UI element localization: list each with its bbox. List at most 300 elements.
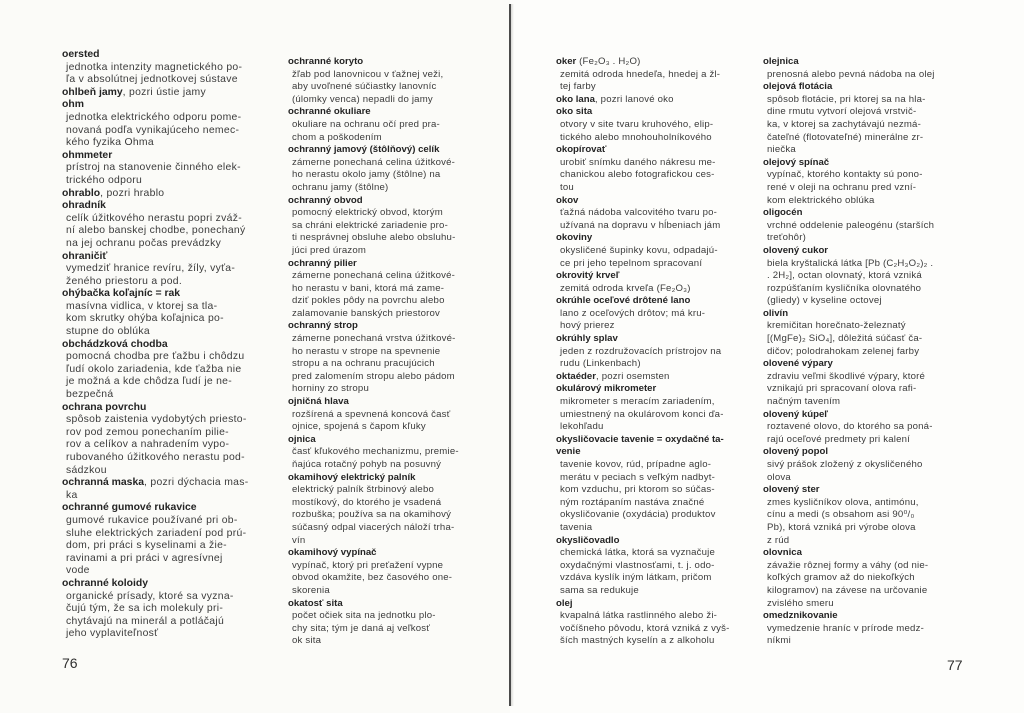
headword: oko lana xyxy=(556,93,595,105)
definition-line xyxy=(763,572,935,585)
definition-text: lekohľadu xyxy=(560,421,604,433)
entry-line xyxy=(288,56,459,69)
definition-line xyxy=(62,125,248,138)
definition-line xyxy=(556,169,730,182)
definition-line xyxy=(556,157,730,170)
entry-line xyxy=(763,308,935,321)
definition-text: olova xyxy=(767,471,791,483)
page-number-right: 77 xyxy=(947,657,963,673)
entry-line xyxy=(556,371,730,384)
entry-line xyxy=(288,195,459,208)
entry-line xyxy=(556,144,730,157)
definition-line xyxy=(763,371,935,384)
definition-line xyxy=(288,94,459,107)
headword: ochranné koryto xyxy=(288,56,364,67)
definition-text: kremičitan horečnato-železnatý xyxy=(767,320,906,332)
headword: okrovitý krveľ xyxy=(556,270,620,282)
definition-text: tavenia xyxy=(560,521,593,533)
definition-line xyxy=(763,182,935,195)
definition-text: bezpečná xyxy=(66,389,114,401)
definition-line xyxy=(288,182,459,195)
entry-note: , pozri lanové oko xyxy=(594,93,674,105)
definition-line xyxy=(288,509,459,522)
definition-line xyxy=(288,157,459,170)
definition-text: [(MgFe)₂ SiO₄], dôležitá súčasť ča- xyxy=(767,333,923,345)
definition-text: časť kľukového mechanizmu, premie- xyxy=(292,446,459,458)
definition-text: lano z oceľových drôtov; má kru- xyxy=(560,307,706,319)
headword: olovené výpary xyxy=(763,358,833,370)
definition-line xyxy=(763,119,935,132)
definition-line xyxy=(62,364,248,377)
headword: ochrana povrchu xyxy=(62,401,147,413)
definition-line xyxy=(556,522,730,535)
headword: ohrablo xyxy=(62,187,101,199)
definition-line xyxy=(763,195,935,208)
definition-text: organické prísady, ktoré sa vyzna- xyxy=(66,590,234,602)
definition-text: prístroj na stanovenie činného elek- xyxy=(66,162,241,174)
definition-line xyxy=(62,616,248,629)
definition-text: vznikajú pri spracovaní olova rafi- xyxy=(767,383,917,395)
definition-line xyxy=(288,220,459,233)
entry-line xyxy=(62,99,248,112)
definition-text: ravinami a pri práci v agresívnej xyxy=(66,552,223,564)
definition-line xyxy=(556,81,730,94)
headword: okov xyxy=(556,194,579,206)
definition-line xyxy=(763,459,935,472)
entry-note: , pozri dýchacia mas- xyxy=(144,477,249,489)
definition-text: pomocná chodba pre ťažbu i chôdzu xyxy=(66,351,245,363)
definition-text: koľkých gramov až do niekoľkých xyxy=(767,572,915,584)
definition-text: elektrický palník štrbinový alebo xyxy=(292,484,435,496)
definition-text: ho nerastu v strope na spevnenie xyxy=(292,345,441,357)
definition-text: ným roztápaním nastáva značné xyxy=(560,496,705,508)
definition-text: sa chráni elektrické zariadenie pro- xyxy=(292,219,448,231)
definition-text: chy sita; tým je daná aj veľkosť xyxy=(292,622,431,634)
definition-text: mikrometer s meracím zariadením, xyxy=(560,396,715,408)
definition-text: kého fyzika Ohma xyxy=(66,137,154,149)
definition-text: zdraviu veľmi škodlivé výpary, ktoré xyxy=(767,370,926,382)
definition-line xyxy=(62,427,248,440)
definition-text: kvapalná látka rastlinného alebo ži- xyxy=(560,610,718,622)
headword: ohlbeň jamy xyxy=(62,86,123,98)
headword: oligocén xyxy=(763,207,803,219)
entry-line xyxy=(763,484,935,497)
definition-line xyxy=(763,497,935,510)
definition-text: (úlomky venca) nepadli do jamy xyxy=(292,93,433,105)
definition-line xyxy=(62,225,248,238)
definition-text: dziť pokles pôdy na povrchu alebo xyxy=(292,295,445,307)
definition-line xyxy=(556,69,730,82)
definition-line xyxy=(763,169,935,182)
definition-text: ťažná nádoba valcovitého tvaru po- xyxy=(560,207,718,219)
definition-text: dičov; polodrahokam zelenej farby xyxy=(767,345,920,357)
entry-line xyxy=(556,295,730,308)
entry-line xyxy=(62,288,248,301)
definition-line xyxy=(288,69,459,82)
definition-text: chom a poškodením xyxy=(292,131,382,143)
definition-text: tej farby xyxy=(560,81,596,93)
headword: ojničná hlava xyxy=(288,396,349,408)
definition-text: biela kryštalická látka [Pb (C₂H₃O₂)₂ . xyxy=(767,257,934,269)
definition-text: rozbuška; používa sa na okamihový xyxy=(292,509,452,521)
definition-text: žľab pod lanovnicou v ťažnej veži, xyxy=(292,68,444,80)
definition-line xyxy=(763,333,935,346)
definition-text: pomocný elektrický obvod, ktorým xyxy=(292,207,443,219)
entry-line xyxy=(556,383,730,396)
definition-line xyxy=(763,220,935,233)
definition-text: jeho vyplaviteľnosť xyxy=(66,628,159,640)
definition-text: zámerne ponechaná celina úžitkové- xyxy=(292,270,456,282)
headword: ochranná maska xyxy=(62,477,145,489)
definition-text: treťohôr) xyxy=(767,232,806,244)
definition-line xyxy=(556,497,730,510)
definition-text: sivý prášok zložený z okysličeného xyxy=(767,459,923,470)
definition-text: prenosná alebo pevná nádoba na olej xyxy=(767,68,935,80)
definition-line xyxy=(288,497,459,510)
headword: olejová flotácia xyxy=(763,81,833,93)
definition-line xyxy=(62,515,248,528)
headword: ochranný strop xyxy=(288,320,358,332)
definition-text: . 2H₂], octan olovnatý, ktorá vzniká xyxy=(767,270,922,282)
definition-line xyxy=(288,169,459,182)
definition-line xyxy=(62,452,248,465)
definition-text: vypínač, ktorý pri preťažení vypne xyxy=(292,559,444,571)
definition-line xyxy=(763,434,935,447)
headword: olej xyxy=(556,597,573,609)
entry-line xyxy=(763,207,935,220)
definition-text: vrchné oddelenie paleogénu (starších xyxy=(767,219,935,231)
definition-line xyxy=(288,81,459,94)
definition-line xyxy=(288,535,459,548)
entry-line xyxy=(763,245,935,258)
definition-line xyxy=(62,540,248,553)
definition-line xyxy=(763,144,935,157)
entry-line xyxy=(556,56,730,69)
definition-line xyxy=(62,313,248,326)
headword: ochranný pilier xyxy=(288,257,357,269)
entry-line xyxy=(62,87,248,100)
definition-line xyxy=(288,635,459,648)
entry-line xyxy=(62,477,248,490)
definition-text: jednotka elektrického odporu pome- xyxy=(66,111,242,123)
entry-line xyxy=(763,56,935,69)
headword: olovený cukor xyxy=(763,244,829,256)
entry-line xyxy=(62,200,248,213)
entry-line xyxy=(62,502,248,515)
definition-text: ka xyxy=(66,489,78,501)
definition-line xyxy=(288,459,459,472)
entry-line xyxy=(556,446,730,459)
definition-text: oxydačnými vlastnosťami, t. j. odo- xyxy=(560,559,715,571)
headword: oktaéder xyxy=(556,370,596,382)
definition-line xyxy=(763,258,935,271)
definition-line xyxy=(62,276,248,289)
definition-line xyxy=(556,484,730,497)
definition-text: rov pod zemou ponechaním pilie- xyxy=(66,426,229,438)
definition-text: merátu v peciach s veľkým nadbyt- xyxy=(560,471,715,483)
definition-line xyxy=(62,112,248,125)
entry-line xyxy=(288,472,459,485)
definition-text: vode xyxy=(66,565,90,577)
entry-line xyxy=(556,434,730,447)
dictionary-column-3 xyxy=(556,56,730,648)
definition-text: jednotka intenzity magnetického po- xyxy=(66,61,243,73)
definition-text: sama sa redukuje xyxy=(560,584,639,596)
entry-line xyxy=(288,434,459,447)
headword: olovený popol xyxy=(763,446,829,458)
headword: okamihový vypínač xyxy=(288,547,377,559)
entry-line xyxy=(288,396,459,409)
entry-line xyxy=(763,446,935,459)
entry-line xyxy=(556,270,730,283)
definition-line xyxy=(556,207,730,220)
definition-line xyxy=(288,623,459,636)
definition-line xyxy=(556,421,730,434)
entry-line xyxy=(288,258,459,271)
left-page xyxy=(0,0,510,713)
definition-line xyxy=(556,509,730,522)
definition-line xyxy=(556,245,730,258)
definition-line xyxy=(62,263,248,276)
definition-text: vočíšneho pôvodu, ktorá vzniká z vyš- xyxy=(560,622,730,634)
definition-line xyxy=(62,137,248,150)
definition-text: ní alebo banskej chodbe, ponechaný xyxy=(66,225,246,237)
entry-line xyxy=(763,358,935,371)
definition-text: pred zalomením stropu alebo pádom xyxy=(292,370,455,382)
entry-line xyxy=(62,49,248,62)
dictionary-column-4 xyxy=(763,56,935,648)
definition-text: ka, v ktorej sa zachytávajú nezmá- xyxy=(767,118,921,130)
definition-text: masívna vidlica, v ktorej sa tla- xyxy=(66,300,218,312)
definition-text: tou xyxy=(560,181,574,193)
definition-line xyxy=(62,213,248,226)
definition-text: vymedzenie hraníc v prírode medz- xyxy=(767,622,924,634)
definition-text: vzdáva kyslík iným látkam, pričom xyxy=(560,572,712,584)
definition-line xyxy=(763,270,935,283)
definition-line xyxy=(62,439,248,452)
headword: olivín xyxy=(763,307,789,319)
definition-line xyxy=(556,635,730,648)
entry-line xyxy=(62,188,248,201)
definition-text: umiestnený na okulárovom konci ďa- xyxy=(560,408,724,420)
definition-line xyxy=(288,446,459,459)
definition-text: okysličené šupinky kovu, odpadajú- xyxy=(560,244,718,256)
definition-line xyxy=(62,326,248,339)
headword: oko sita xyxy=(556,106,593,118)
definition-text: niečka xyxy=(767,144,796,156)
definition-line xyxy=(62,62,248,75)
entry-note: (Fe₂O₃ . H₂O) xyxy=(576,56,641,67)
definition-line xyxy=(288,207,459,220)
definition-text: hový prierez xyxy=(560,320,615,332)
definition-line xyxy=(288,283,459,296)
definition-text: závažie rôznej formy a váhy (od nie- xyxy=(767,559,929,571)
entry-line xyxy=(288,547,459,560)
definition-line xyxy=(288,383,459,396)
definition-text: tického alebo mnohouholníkového xyxy=(560,131,712,143)
definition-line xyxy=(62,175,248,188)
definition-text: mostíkový, do ktorého je vsadená xyxy=(292,496,442,508)
right-page xyxy=(510,0,1024,713)
definition-text: rené v oleji na ochranu pred vzní- xyxy=(767,181,917,193)
definition-line xyxy=(556,396,730,409)
entry-line xyxy=(556,535,730,548)
definition-text: gumové rukavice používané pri ob- xyxy=(66,514,238,526)
headword: oersted xyxy=(62,49,100,60)
definition-line xyxy=(62,74,248,87)
definition-text: Pb), ktorá vzniká pri výrobe olova xyxy=(767,521,916,533)
definition-line xyxy=(556,572,730,585)
headword: ochranné koloidy xyxy=(62,577,149,589)
definition-line xyxy=(763,472,935,485)
definition-line xyxy=(288,421,459,434)
definition-text: sluhe elektrických zariadení pod prú- xyxy=(66,527,247,539)
definition-line xyxy=(62,162,248,175)
headword: oker xyxy=(556,56,577,67)
definition-line xyxy=(763,635,935,648)
definition-line xyxy=(556,547,730,560)
headword: ohm xyxy=(62,99,84,111)
definition-text: na jej ochranu počas prevádzky xyxy=(66,237,222,249)
definition-line xyxy=(556,119,730,132)
definition-line xyxy=(288,358,459,371)
entry-line xyxy=(288,598,459,611)
entry-line xyxy=(763,409,935,422)
definition-line xyxy=(62,528,248,541)
entry-line xyxy=(556,195,730,208)
definition-line xyxy=(288,232,459,245)
definition-text: dine rmutu vytvorí olejová vrstvič- xyxy=(767,106,917,118)
definition-text: okysličovanie (oxydácia) produktov xyxy=(560,509,716,521)
definition-text: čujú tým, že sa ich molekuly pri- xyxy=(66,603,224,615)
definition-text: z rúd xyxy=(767,534,790,546)
definition-text: okuliare na ochranu očí pred pra- xyxy=(292,118,440,130)
definition-text: kilogramov) na závese na určovanie xyxy=(767,584,928,596)
definition-line xyxy=(288,610,459,623)
entry-line xyxy=(763,157,935,170)
entry-line xyxy=(62,578,248,591)
headword: omedznikovanie xyxy=(763,610,838,622)
headword: olovnica xyxy=(763,547,802,559)
definition-text: obvod okamžite, bez časového one- xyxy=(292,572,453,584)
definition-text: zmes kysličníkov olova, antimónu, xyxy=(767,496,919,508)
definition-text: otvory v site tvaru kruhového, elip- xyxy=(560,118,714,130)
definition-text: horniny zo stropu xyxy=(292,383,369,395)
definition-line xyxy=(556,560,730,573)
definition-line xyxy=(556,258,730,271)
definition-text: ho nerastu okolo jamy (štôlne) na xyxy=(292,169,441,181)
entry-note: , pozri osemsten xyxy=(596,370,670,382)
definition-line xyxy=(763,383,935,396)
definition-text: rajú oceľové predmety pri kalení xyxy=(767,433,911,445)
headword: ojnica xyxy=(288,433,316,445)
definition-line xyxy=(763,320,935,333)
definition-text: užívaná na dopravu v hĺbeniach jám xyxy=(560,219,721,231)
definition-line xyxy=(62,490,248,503)
definition-line xyxy=(556,472,730,485)
entry-line xyxy=(556,94,730,107)
definition-line xyxy=(62,351,248,364)
definition-line xyxy=(62,591,248,604)
definition-line xyxy=(763,623,935,636)
definition-line xyxy=(288,245,459,258)
definition-text: spôsob flotácie, pri ktorej sa na hla- xyxy=(767,93,926,105)
definition-text: jeden z rozdružovacích prístrojov na xyxy=(560,345,722,357)
headword: okrúhly splav xyxy=(556,333,618,345)
definition-line xyxy=(556,308,730,321)
definition-line xyxy=(556,585,730,598)
definition-text: skorenia xyxy=(292,584,330,596)
definition-line xyxy=(62,565,248,578)
definition-text: júci pred úrazom xyxy=(292,244,367,256)
definition-text: kom skrutky ohýba koľajnica po- xyxy=(66,313,224,325)
definition-text: dom, pri práci s kyselinami a žie- xyxy=(66,540,227,552)
definition-text: rozšírená a spevnená koncová časť xyxy=(292,408,451,420)
headword: ochranné gumové rukavice xyxy=(62,502,197,514)
definition-text: vypínač, ktorého kontakty sú pono- xyxy=(767,169,923,181)
definition-text: ce pri jeho tepelnom spracovaní xyxy=(560,257,703,269)
definition-line xyxy=(288,409,459,422)
definition-text: zvislého smeru xyxy=(767,597,834,609)
definition-text: počet očiek sita na jednotku plo- xyxy=(292,610,436,622)
gutter-shadow xyxy=(511,4,514,706)
definition-line xyxy=(288,295,459,308)
definition-text: ochranu jamy (štôlne) xyxy=(292,181,389,193)
definition-line xyxy=(763,94,935,107)
definition-text: ňajúca rotačný pohyb na posuvný xyxy=(292,459,442,470)
definition-text: ších mastných kyselín a z alkoholu xyxy=(560,635,715,647)
definition-line xyxy=(62,301,248,314)
definition-text: spôsob zaistenia vydobytých priesto- xyxy=(66,414,247,426)
definition-text: stropu a na ochranu pracujúcich xyxy=(292,358,435,370)
definition-line xyxy=(62,553,248,566)
entry-line xyxy=(763,610,935,623)
definition-line xyxy=(288,132,459,145)
headword: ohraničiť xyxy=(62,250,108,262)
entry-line xyxy=(763,547,935,560)
definition-text: rozpúšťaním kysličníka olovnatého xyxy=(767,282,922,294)
definition-line xyxy=(556,459,730,472)
definition-line xyxy=(556,358,730,371)
definition-text: ľa v absolútnej jednotkovej sústave xyxy=(66,74,238,86)
definition-text: ľudí okolo zariadenia, kde ťažba nie xyxy=(66,363,242,375)
dictionary-column-2 xyxy=(288,56,459,648)
definition-line xyxy=(763,295,935,308)
definition-line xyxy=(288,346,459,359)
definition-text: trického odporu xyxy=(66,174,143,186)
definition-line xyxy=(763,535,935,548)
definition-text: chemická látka, ktorá sa vyznačuje xyxy=(560,547,716,559)
definition-text: ženého priestoru a pod. xyxy=(66,275,183,287)
definition-line xyxy=(763,106,935,119)
definition-text: ti nesprávnej obsluhe alebo obsluhu- xyxy=(292,232,456,244)
headword: okysličovacie tavenie = oxydačné ta- xyxy=(556,433,724,445)
definition-text: novaná podľa vynikajúceho nemec- xyxy=(66,124,240,136)
definition-line xyxy=(763,283,935,296)
definition-line xyxy=(763,598,935,611)
headword: ohýbačka koľajníc = rak xyxy=(62,288,181,300)
definition-text: rubovaného úžitkového nerastu pod- xyxy=(66,452,245,463)
definition-text: načným tavením xyxy=(767,396,841,408)
entry-line xyxy=(62,402,248,415)
entry-line xyxy=(556,333,730,346)
headword: ochranný obvod xyxy=(288,194,363,206)
definition-text: aby uvoľnené súčiastky lanovníc xyxy=(292,81,437,93)
entry-line xyxy=(288,144,459,157)
definition-line xyxy=(556,283,730,296)
headword: okamihový elektrický palník xyxy=(288,471,416,483)
headword: ohmmeter xyxy=(62,149,113,161)
